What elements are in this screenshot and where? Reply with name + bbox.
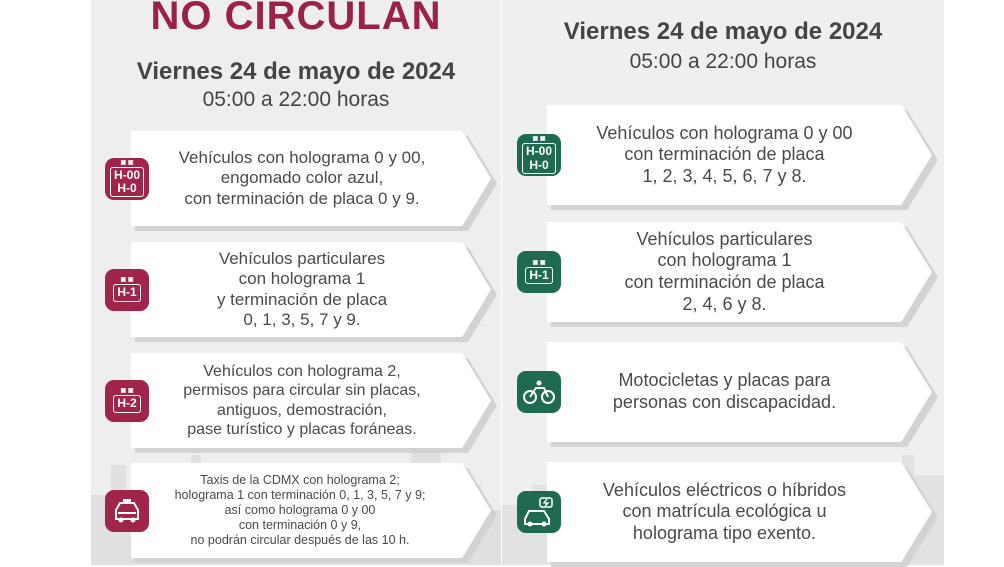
card-text-line: pase turístico y placas foráneas. <box>187 420 417 438</box>
hologram-00-icon: ▣ ▣ H-00 H-0 <box>517 134 561 176</box>
card-text-line: con matrícula ecológica u <box>622 501 827 522</box>
card-text-line: Vehículos eléctricos o híbridos <box>602 479 847 500</box>
card-text-line: y terminación de placa <box>216 289 388 309</box>
card-text-line: con terminación 0 y 9, <box>238 518 362 532</box>
card-text <box>145 463 455 558</box>
card-text-line: no podrán circular después de las 10 h. <box>190 533 410 547</box>
hologram-1-icon: ▣ ▣ H-1 <box>517 251 561 293</box>
hologram-00-icon: ▣ ▣ H-00 H-0 <box>105 158 149 200</box>
left-date: Viernes 24 de mayo de 2024 <box>136 58 456 85</box>
card-text <box>149 131 455 226</box>
card-text-line: Vehículos particulares <box>636 228 813 249</box>
card-text <box>557 342 892 442</box>
card-text <box>557 222 892 322</box>
left-hours: 05:00 a 22:00 horas <box>202 88 390 111</box>
right-hours: 05:00 a 22:00 horas <box>629 50 817 73</box>
card-text-line: con terminación de placa <box>624 144 825 165</box>
card-text-line: con holograma 1 <box>238 269 366 289</box>
hologram-1-icon: ▣ ▣ H-1 <box>105 269 149 311</box>
card-text-line: 2, 4, 6 y 8. <box>682 293 767 314</box>
card-text-line: así como holograma 0 y 00 <box>224 503 376 517</box>
card-text-line: personas con discapacidad. <box>612 392 837 412</box>
card-text-line: holograma tipo exento. <box>632 522 817 543</box>
taxi-icon <box>105 490 149 532</box>
card-text-line: Vehículos particulares <box>218 248 386 268</box>
card-text-line: engomado color azul, <box>220 168 384 188</box>
hologram-2-icon: ▣ ▣ H-2 <box>105 380 149 422</box>
card-text <box>149 242 455 337</box>
restriction-card <box>547 462 932 562</box>
card-text-line: con terminación de placa 0 y 9. <box>184 188 420 208</box>
electric-car-icon <box>517 491 561 533</box>
restriction-card <box>131 463 491 558</box>
restriction-card <box>547 342 932 442</box>
restriction-card <box>547 105 932 205</box>
card-text <box>149 353 455 448</box>
right-date: Viernes 24 de mayo de 2024 <box>563 18 883 45</box>
motorcycle-wheelchair-icon <box>517 371 561 413</box>
card-text-line: Taxis de la CDMX con holograma 2; <box>200 473 400 487</box>
card-text-line: permisos para circular sin placas, <box>183 382 421 400</box>
restriction-card <box>547 222 932 322</box>
card-text-line: Vehículos con holograma 2, <box>203 363 401 381</box>
card-text-line: Vehículos con holograma 0 y 00 <box>596 122 853 143</box>
page-title: NO CIRCULAN <box>150 0 442 38</box>
card-text-line: con terminación de placa <box>624 272 825 292</box>
card-text-line: Motocicletas y placas para <box>618 370 831 391</box>
card-text-line: 0, 1, 3, 5, 7 y 9. <box>243 309 361 329</box>
card-text-line: holograma 1 con terminación 0, 1, 3, 5, 7 y 9; <box>174 488 426 502</box>
card-text <box>557 462 892 562</box>
card-text-line: Vehículos con holograma 0 y 00, <box>178 147 426 167</box>
card-text-line: con holograma 1 <box>657 250 792 271</box>
restriction-card <box>131 131 491 226</box>
card-text-line: 1, 2, 3, 4, 5, 6, 7 y 8. <box>642 165 807 186</box>
restriction-card <box>131 242 491 337</box>
restriction-card <box>131 353 491 448</box>
card-text-line: antiguos, demostración, <box>217 401 387 419</box>
card-text <box>557 105 892 205</box>
